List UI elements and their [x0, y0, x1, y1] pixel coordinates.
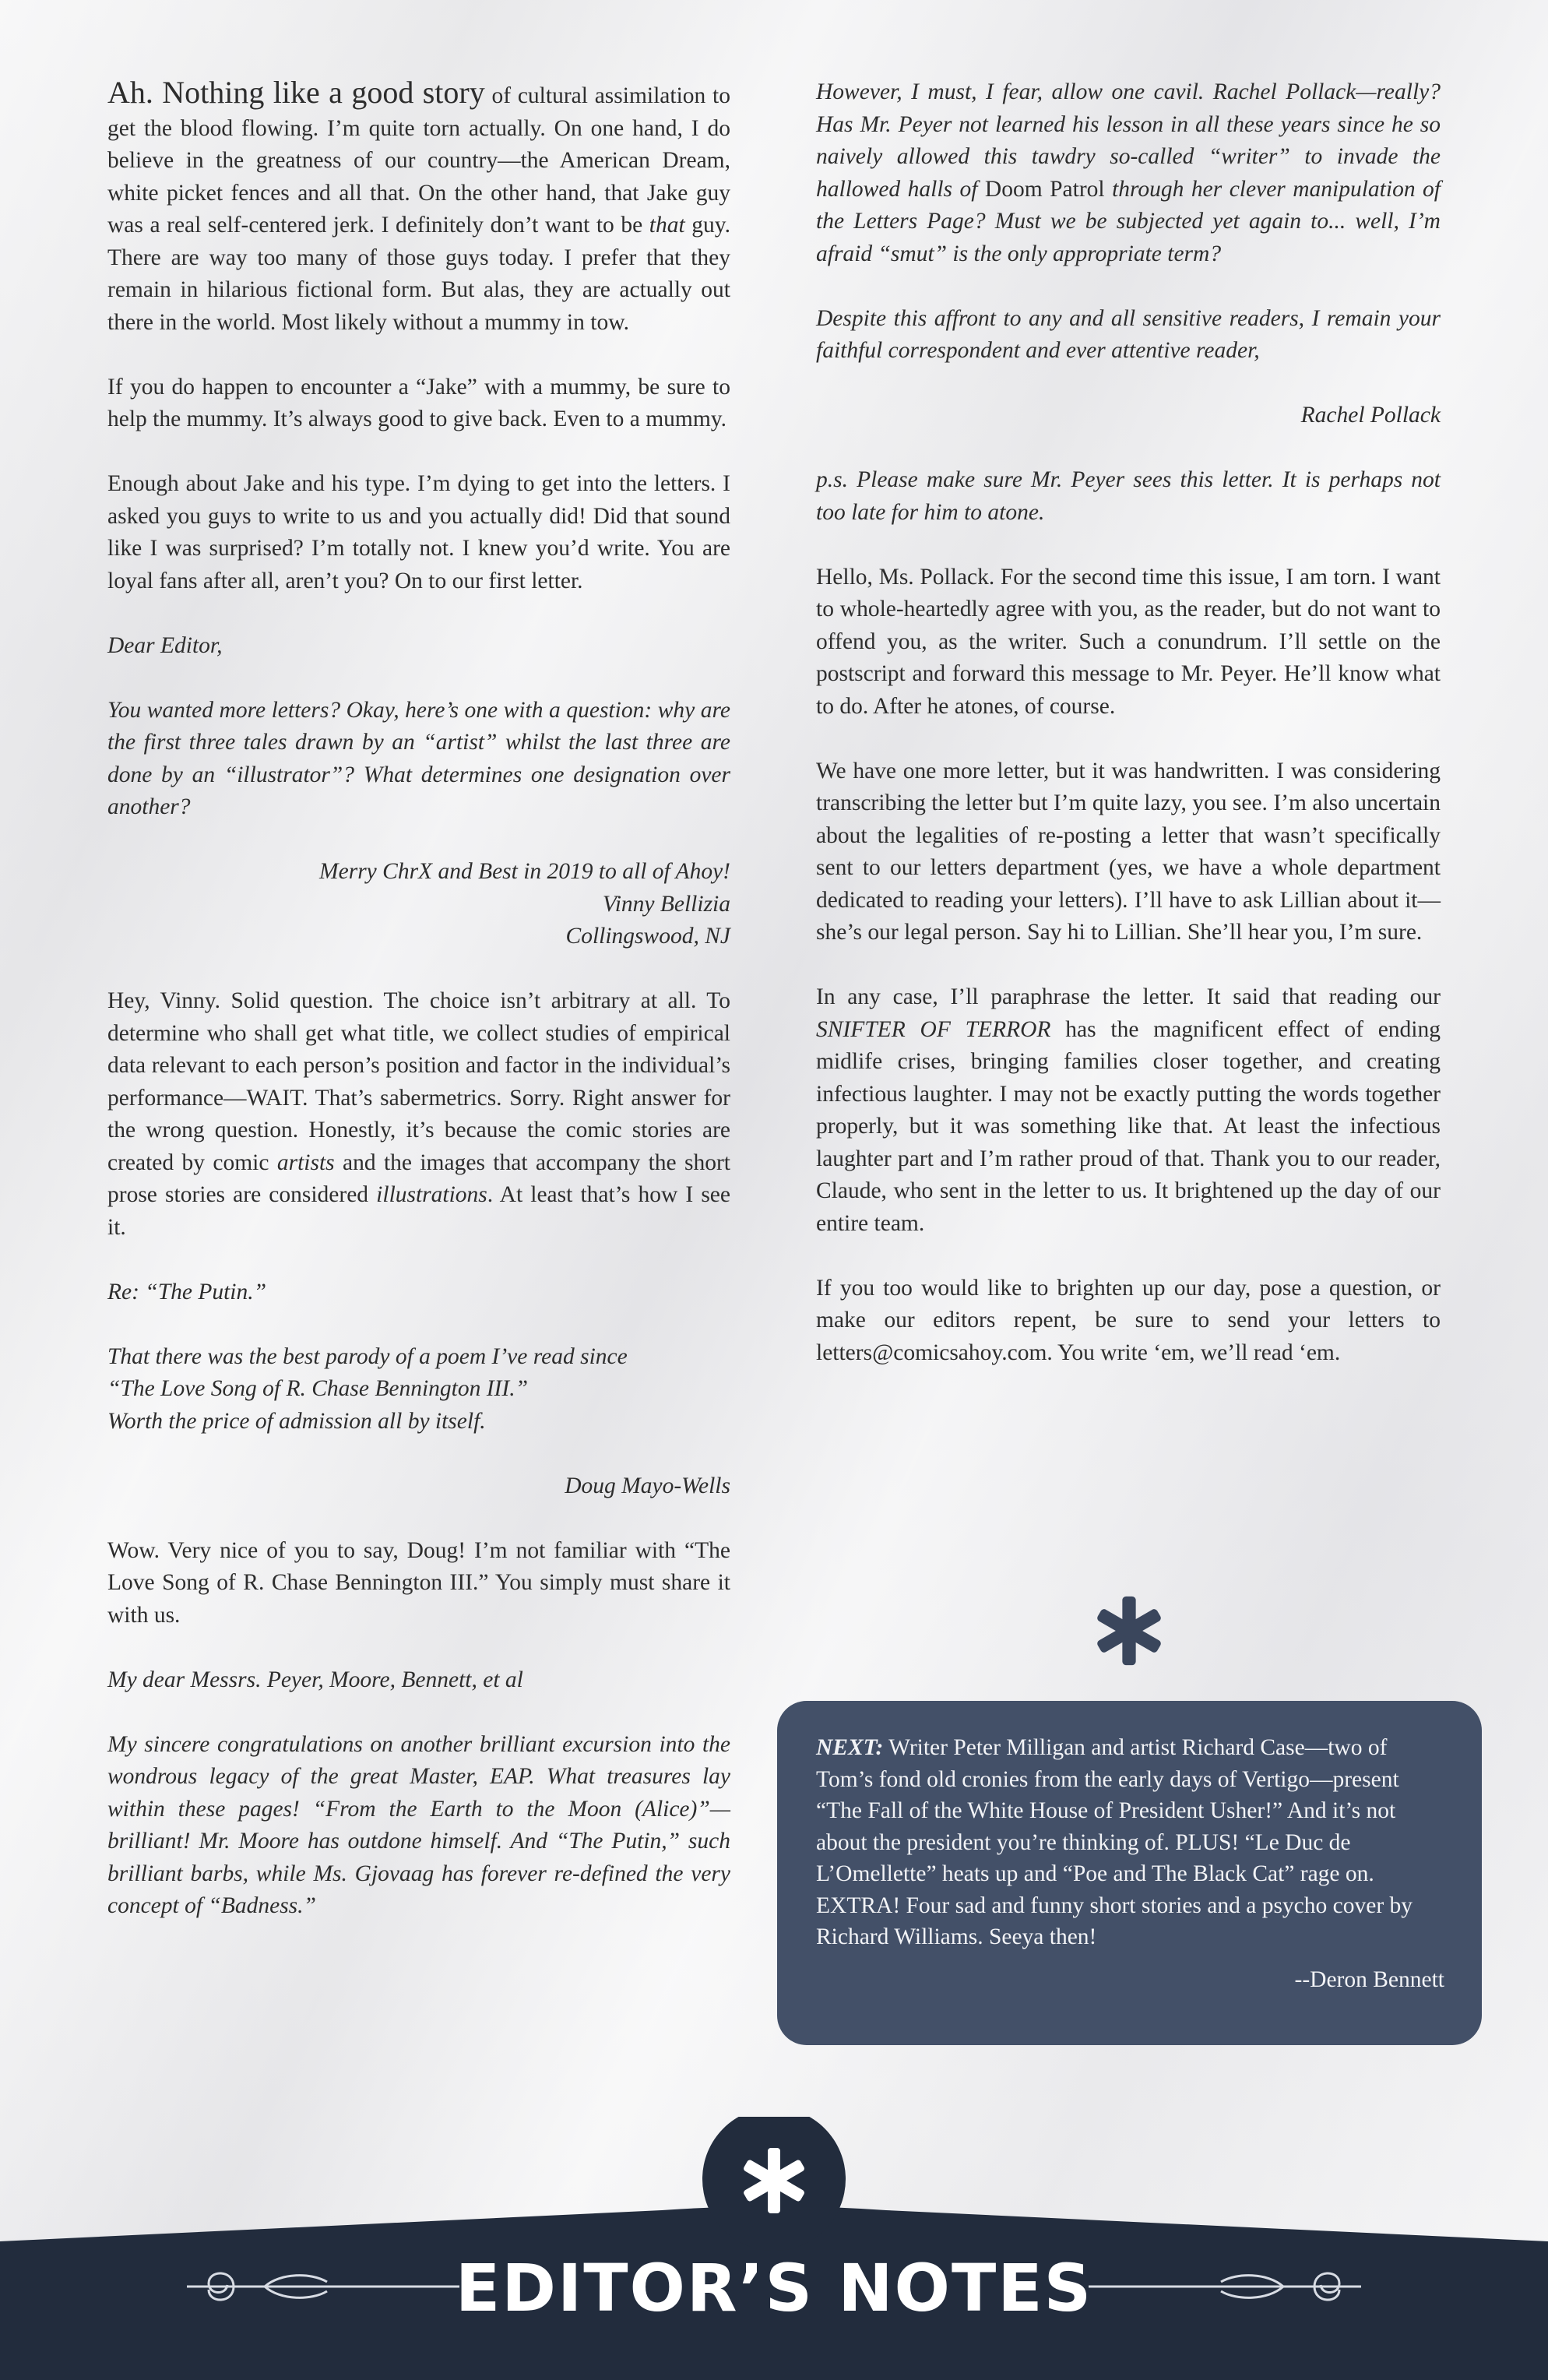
paraphrase-paragraph: In any case, I’ll paraphrase the letter. It said that reading our SNIFTER OF TERROR has the magnificent effect of ending midlife crises, bringing families closer together, and creating infectious laughter. I may not be exactly putting the words together properly, but it was something like that. At least the infectious laughter part and I’m rather proud of that. Thank you to our reader, Claude, who sent in the letter to us. It brightened up the day of our entire team. — [816, 984, 1441, 1236]
closing-paragraph: If you too would like to brighten up our day, pose a question, or make our editors repent, be sure to send your letters to letters@comicsahoy.com. You write ‘em, we’ll read ‘em. — [816, 1275, 1441, 1365]
next-label: NEXT: — [816, 1735, 884, 1760]
letter1-salutation: Dear Editor, — [107, 632, 223, 658]
next-issue-box — [777, 1701, 1482, 2045]
letter3-body-3: Despite this affront to any and all sensitive readers, I remain your faithful correspondent and ever attentive reader, — [816, 305, 1441, 363]
letter2-body: That there was the best parody of a poem I’ve read since “The Love Song of R. Chase Bennington III.” Worth the price of admission all by itself. — [107, 1343, 628, 1434]
letter3-body-2: However, I must, I fear, allow one cavil. Rachel Pollack—really? Has Mr. Peyer not learned his lesson in all these years since he so naively allowed this tawdry so-called “writer” to invade the hallowed halls of Doom Patrol through her clever manipulation of the Letters Page? Must we be subjected yet again to... well, I’m afraid “smut” is the only appropriate term? — [816, 79, 1441, 266]
intro-lead: Ah. Nothing like a good story — [107, 75, 485, 110]
handwritten-paragraph: We have one more letter, but it was handwritten. I was considering transcribing the letter but I’m quite lazy, you see. I’m also uncertain about the legalities of re-posting a letter that wasn’t specifically sent to our letters department (yes, we have a whole department dedicated to reading your letters). I’ll have to ask Lillian about it—she’s our legal person. Say hi to Lillian. She’ll hear you, I’m sure. — [816, 758, 1441, 945]
letter3-body-1: My sincere congratulations on another brilliant excursion into the wondrous legacy of the great Master, EAP. What treasures lay within these pages! “From the Earth to the Moon (Alice)”—brilliant! Mr. Moore has outdone himself. And “The Putin,” such brilliant barbs, while Ms. Gjovaag has forever re-defined the very concept of “Badness.” — [107, 1731, 730, 1918]
reply1-paragraph: Hey, Vinny. Solid question. The choice isn’t arbitrary at all. To determine who shall get what title, we collect studies of empirical data relevant to each person’s position and factor in the individual’s performance—WAIT. That’s sabermetrics. Sorry. Right answer for the wrong question. Honestly, it’s because the comic stories are created by comic artists and the images that accompany the short prose stories are considered illustrations. At least that’s how I see it. — [107, 988, 730, 1240]
next-issue-text: NEXT: Writer Peter Milligan and artist Richard Case—two of Tom’s fond old cronies from the early days of Vertigo—present “The Fall of the White House of President Usher!” And it’s not about the president you’re thinking of. PLUS! “Le Duc de L’Omellette” heats up and “Poe and The Black Cat” rage on. EXTRA! Four sad and funny short stories and a psycho cover by Richard Williams. Seeya then! — [816, 1735, 1413, 1949]
editors-notes-banner — [0, 2117, 1548, 2380]
jake-paragraph: If you do happen to encounter a “Jake” with a mummy, be sure to help the mummy. It’s always good to give back. Even to a mummy. — [107, 374, 730, 431]
letter2-signature: Doug Mayo-Wells — [565, 1473, 730, 1498]
banner-title: EDITOR’S NOTES — [455, 2250, 1093, 2326]
letter3-salutation: My dear Messrs. Peyer, Moore, Bennett, et al — [107, 1667, 523, 1692]
letter1-body: You wanted more letters? Okay, here’s one with a question: why are the first three tales drawn by an “artist” whilst the last three are done by an “illustrator”? What determines one designation over another? — [107, 697, 730, 819]
letter3-postscript: p.s. Please make sure Mr. Peyer sees this letter. It is perhaps not too late for him to atone. — [816, 467, 1441, 525]
letter3-signature: Rachel Pollack — [1300, 403, 1441, 428]
asterisk-icon — [1092, 1593, 1166, 1668]
left-column — [107, 76, 730, 1923]
right-column — [816, 76, 1441, 1369]
reply3-paragraph: Hello, Ms. Pollack. For the second time this issue, I am torn. I want to whole-heartedly agree with you, as the reader, but do not want to offend you, as the writer. Such a conundrum. I’ll settle on the postscript and forward this message to Mr. Peyer. He’ll know what to do. After he atones, of course. — [816, 564, 1441, 719]
banner-graphic — [0, 2117, 1548, 2380]
letters-intro-paragraph: Enough about Jake and his type. I’m dying to get into the letters. I asked you guys to write to us and you actually did! Did that sound like I was surprised? I’m totally not. I knew you’d write. You are loyal fans after all, aren’t you? On to our first letter. — [107, 471, 730, 593]
letter1-signature: Merry ChrX and Best in 2019 to all of Ahoy! Vinny Bellizia Collingswood, NJ — [319, 859, 730, 949]
intro-paragraph: Ah. Nothing like a good story of cultural assimilation to get the blood flowing. I’m quite torn actually. On one hand, I do believe in the greatness of our country—the American Dream, white picket fences and all that. On the other hand, that Jake guy was a real self-centered jerk. I definitely don’t want to be that guy. There are way too many of those guys today. I prefer that they remain in hilarious fictional form. But alas, they are actually out there in the world. Most likely without a mummy in tow. — [107, 75, 730, 335]
reply2-paragraph: Wow. Very nice of you to say, Doug! I’m not familiar with “The Love Song of R. Chase Bennington III.” You simply must share it with us. — [107, 1537, 730, 1628]
next-issue-signature: --Deron Bennett — [1294, 1966, 1444, 1992]
letter2-subject: Re: “The Putin.” — [107, 1279, 267, 1304]
